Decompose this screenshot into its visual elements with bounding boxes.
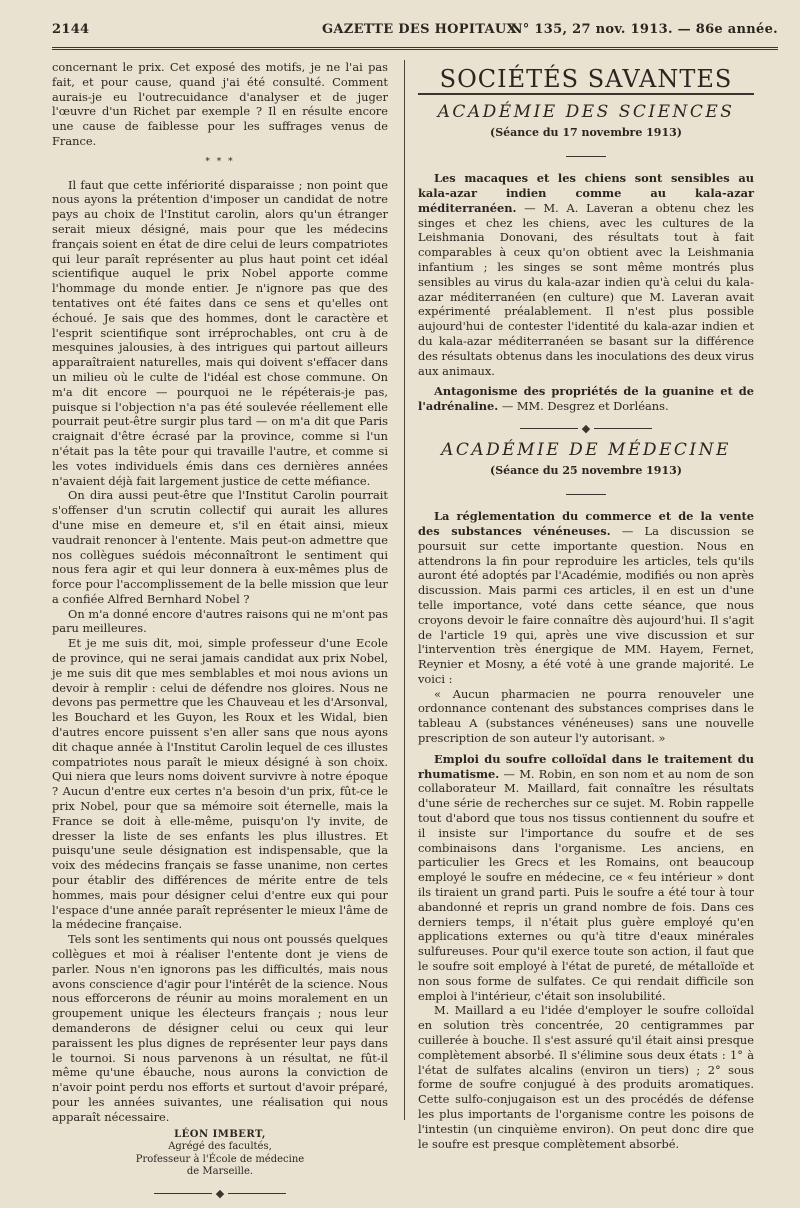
article-heading: Les macaques et les chiens sont sensibles au kala-azar indien comme au kala-azar méditerranéen. <box>418 171 754 215</box>
session-date: (Séance du 17 novembre 1913) <box>490 125 682 139</box>
author-title: Agrégé des facultés, <box>168 1141 272 1153</box>
signature-block <box>52 1129 388 1179</box>
page-number: 2144 <box>52 22 90 37</box>
paragraph: Il faut que cette infériorité disparaisse ; non point que nous ayons la prétention d'imposer un candidat de notre pays au choix de l'Institut carolin, alors qu'un étranger serait mieux désigné, mais pour que les médecins français soient en état de dire celui de leurs compatriotes qui leur paraît représenter au plus haut point cet idéal scientifique auquel le prix Nobel apporte comme l'hommage du monde entier. Je n'ignore pas que des tentatives ont été faites dans ce sens et qu'elles ont échoué. Je sais que des hommes, dont le caractère et l'esprit scientifique sont irréprochables, ont cru à de mesquines jalousies, à des intrigues qui partout ailleurs apparaîtraient naturelles, mais qui doivent s'effacer dans un milieu où le culte de l'idéal est chose commune. On m'a dit encore — pourquoi ne le répéterais-je pas, puisque si l'objection n'a pas été soulevée réellement elle pourrait peut-être surgir plus tard — on m'a dit que Paris craignait d'être écrasé par la province, comme si l'un n'était pas la tête pour qui travaille l'autre, et comme si les votes individuels émis dans ces dernières années n'avaient déjà fait largement justice de cette méfiance. <box>52 177 388 488</box>
article-paragraph <box>418 752 754 1004</box>
section-rule <box>418 93 754 95</box>
article-paragraph <box>418 509 754 687</box>
column-divider <box>404 60 405 1120</box>
academy-title: ACADÉMIE DE MÉDECINE <box>441 439 731 460</box>
left-column <box>52 60 388 1208</box>
issue-info: N° 135, 27 nov. 1913. — 86e année. <box>510 22 778 37</box>
article-body: — MM. Desgrez et Dorléans. <box>498 399 669 414</box>
article-heading: La réglementation du commerce et de la vente des substances vénéneuses. <box>418 509 754 538</box>
article-heading: Antagonisme des propriétés de la guanine et de l'adrénaline. <box>418 384 754 414</box>
academy-title: ACADÉMIE DES SCIENCES <box>437 101 735 122</box>
paragraph: On dira aussi peut-être que l'Institut Carolin pourrait s'offenser d'un scrutin collectif qui aurait les allures d'une mise en demeure et, s'il en était ainsi, mieux vaudrait renoncer à l'entente. Mais peut-on admettre que nos collègues suédois méconnaîtront le sentiment qui nous fera agir et qui leur donnera à eux-mêmes plus de force pour l'accomplissement de la belle mission que leur a confiée Alfred Bernhard Nobel ? <box>52 488 388 606</box>
session-date: (Séance du 25 novembre 1913) <box>490 463 682 477</box>
paragraph: On m'a donné encore d'autres raisons qui ne m'ont pas paru meilleures. <box>52 606 388 636</box>
article-body: — La discussion se poursuit sur cette importante question. Nous en attendrons la fin pour reproduire les articles, tels qu'ils auront été adoptés par l'Académie, modifiés ou non après discussion. Mais parmi ces articles, il en est un d'une telle importance, voté dans cette séance, que nous croyons devoir le faire connaître dès aujourd'hui. Il s'agit de l'article 19 qui, après une vive discussion et sur l'intervention très énergique de MM. Hayem, Fernet, Reynier et Mosny, a été voté à une grande majorité. Le voici : <box>418 523 755 686</box>
article-body: — M. Robin, en son nom et au nom de son collaborateur M. Maillard, fait connaître les résultats d'une série de recherches sur ce sujet. M. Robin rappelle tout d'abord que tous nos tissus contiennent du soufre et il insiste sur l'importance du soufre et de ses combinaisons dans l'organisme. Les anciens, en particulier les Grecs et les Romains, ont beaucoup employé le soufre en médecine, ce « feu intérieur » dont ils tiraient un grand parti. Puis le soufre a été tour à tour abandonné et repris un grand nombre de fois. Dans ces derniers temps, il n'était plus guère employé qu'en applications externes ou qu'à titre d'eaux minérales sulfureuses. Pour qu'il exerce toute son action, il faut que le soufre soit employé à l'état de pureté, de métalloïde et non sous forme de sulfates. Ce qui rendait difficile son emploi à l'intérieur, c'était son insolubilité. <box>418 766 754 1003</box>
header-rule <box>52 47 778 50</box>
article-paragraph <box>418 384 754 414</box>
section-title: SOCIÉTÉS SAVANTES <box>439 65 733 93</box>
author-city: de Marseille. <box>186 1166 254 1178</box>
ornament-divider: ◆ <box>52 1187 388 1202</box>
article-paragraph: M. Maillard a eu l'idée d'employer le soufre colloïdal en solution très concentrée, 20 centigrammes par cuillerée à bouche. Il s'est assuré qu'il était ainsi presque complètement absorbé. Il s'élimine sous deux états : 1° à l'état de sulfates alcalins (environ un tiers) ; 2° sous forme de soufre conjugué à des produits aromatiques. Cette sulfo-conjugaison est un des procédés de défense les plus importants de l'organisme contre les poisons de l'intestin (un cinquième environ). On peut donc dire que le soufre est presque complètement absorbé. <box>418 1003 754 1151</box>
section-stars: * * * <box>205 156 235 167</box>
author-affiliation: Professeur à l'École de médecine <box>135 1153 305 1165</box>
right-column <box>418 60 754 1151</box>
short-rule <box>418 484 754 499</box>
journal-title: GAZETTE DES HOPITAUX <box>322 22 517 37</box>
article-body: — M. A. Laveran a obtenu chez les singes et chez les chiens, avec les cultures de la Leishmania Donovani, des résultats tout à fait comparables à ceux qu'on obtient avec la Leishmania infantium ; les singes se sont même montrés plus sensibles au virus du kala-azar indien qu'à celui du kala-azar méditerranéen (en culture) que M. Laveran avait expérimenté préalablement. Il n'est plus possible aujourd'hui de contester l'identité du kala-azar indien et du kala-azar méditerranéen se basant sur la différence des résultats obtenus dans les inoculations des deux virus aux animaux. <box>418 200 754 378</box>
author-name: LÉON IMBERT, <box>174 1128 266 1140</box>
paragraph: concernant le prix. Cet exposé des motifs, je ne l'ai pas fait, et pour cause, quand j'ai été consulté. Comment aurais-je eu l'outrecuidance d'analyser et de juger l'œuvre d'un Richet par exemple ? Il en résulte encore une cause de faiblesse pour les suffrages venus de France. <box>52 60 388 148</box>
quote-paragraph: « Aucun pharmacien ne pourra renouveler une ordonnance contenant des substances comprises dans le tableau A (substances vénéneuses) sans une nouvelle prescription de son auteur l'y autorisant. » <box>418 686 754 746</box>
ornament-divider: ◆ <box>418 422 754 437</box>
paragraph: Et je me suis dit, moi, simple professeur d'une Ecole de province, qui ne serai jamais candidat aux prix Nobel, je me suis dit que mes semblables et moi nous avions un devoir à remplir : celui de défendre nos gloires. Nous ne devons pas permettre que les Chauveau et les d'Arsonval, les Bouchard et les Guyon, les Roux et les Widal, bien d'autres encore puissent s'en aller sans que nous ayons dit chaque année à l'Institut Carolin lequel de ces illustes compatriotes nous paraît le mieux désigné à son choix. Qui niera que leurs noms doivent survivre à notre époque ? Aucun d'entre eux certes n'a besoin d'un prix, fût-ce le prix Nobel, pour que sa mémoire soit éternelle, mais la France se doit à elle-même, puisqu'on l'y invite, de dresser la liste de ses enfants les plus illustres. Et puisqu'une seule désignation est indispensable, que la voix des médecins français se fasse unanime, non certes pour établir des différences de mérite entre de tels hommes, mais pour désigner celui d'entre eux qui pour l'espace d'une année paraît représenter le mieux l'âme de la médecine française. <box>52 636 388 932</box>
article-heading: Emploi du soufre colloïdal dans le traitement du rhumatisme. <box>418 751 754 781</box>
page-header <box>46 22 778 44</box>
paragraph: Tels sont les sentiments qui nous ont poussés quelques collègues et moi à réaliser l'entente dont je viens de parler. Nous n'en ignorons pas les difficultés, mais nous avons conscience d'agir pour l'intérêt de la science. Nous nous efforcerons de réunir au moins moralement en un groupement unique les électeurs français ; nous leur demanderons de désigner celui ou ceux qui leur paraissent les plus dignes de représenter leur pays dans le tournoi. Si nous parvenons à un résultat, ne fût-il même qu'une ébauche, nous aurons la conviction de n'avoir point perdu nos efforts et surtout d'avoir préparé, pour les années suivantes, une réalisation qui nous apparaît nécessaire. <box>52 932 388 1124</box>
article-paragraph <box>418 171 754 378</box>
short-rule <box>418 146 754 161</box>
